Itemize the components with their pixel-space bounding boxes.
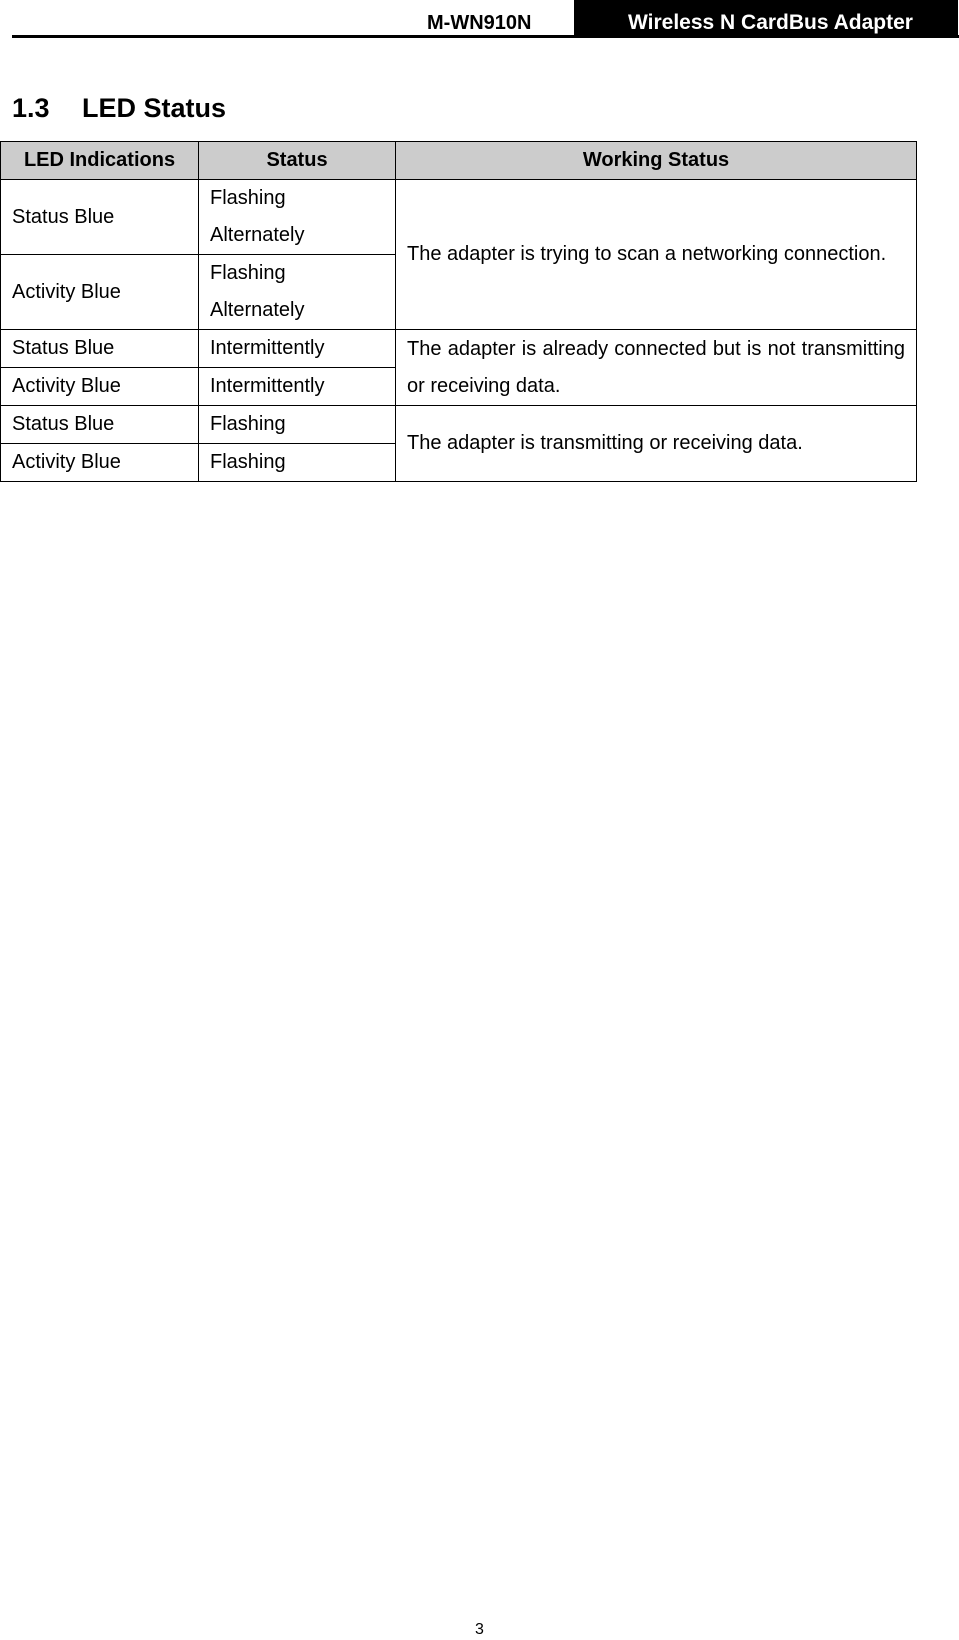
status-cell <box>199 180 396 255</box>
status-cell: Intermittently <box>199 330 396 368</box>
working-status-cell: The adapter is already connected but is not transmitting or receiving data. <box>396 330 917 406</box>
status-line: Alternately <box>210 299 305 321</box>
status-cell <box>199 255 396 330</box>
status-cell: Flashing <box>199 444 396 482</box>
table-row <box>1 330 917 368</box>
status-line: Alternately <box>210 224 305 246</box>
header-model: M-WN910N <box>427 12 532 34</box>
header-product-tab <box>574 0 959 38</box>
status-cell: Intermittently <box>199 368 396 406</box>
table-row <box>1 406 917 444</box>
header-product: Wireless N CardBus Adapter <box>628 11 913 34</box>
working-status-cell: The adapter is trying to scan a networking connection. <box>396 180 917 330</box>
led-cell: Status Blue <box>1 406 199 444</box>
column-header-status: Status <box>199 142 396 180</box>
status-cell: Flashing <box>199 406 396 444</box>
led-cell: Status Blue <box>1 330 199 368</box>
page-number: 3 <box>475 1621 484 1638</box>
header-rule <box>12 35 959 38</box>
status-line: Flashing <box>210 262 286 284</box>
led-cell: Activity Blue <box>1 444 199 482</box>
section-number: 1.3 <box>12 93 50 123</box>
status-line: Flashing <box>210 187 286 209</box>
table-header-row <box>1 142 917 180</box>
led-cell: Status Blue <box>1 180 199 255</box>
section-title: LED Status <box>82 93 227 123</box>
page-header <box>12 0 959 38</box>
section-heading <box>12 91 226 125</box>
column-header-working-status: Working Status <box>396 142 917 180</box>
column-header-led-indications: LED Indications <box>1 142 199 180</box>
working-status-cell: The adapter is transmitting or receiving data. <box>396 406 917 482</box>
led-cell: Activity Blue <box>1 255 199 330</box>
led-status-table <box>0 141 917 482</box>
led-cell: Activity Blue <box>1 368 199 406</box>
table-row <box>1 180 917 255</box>
